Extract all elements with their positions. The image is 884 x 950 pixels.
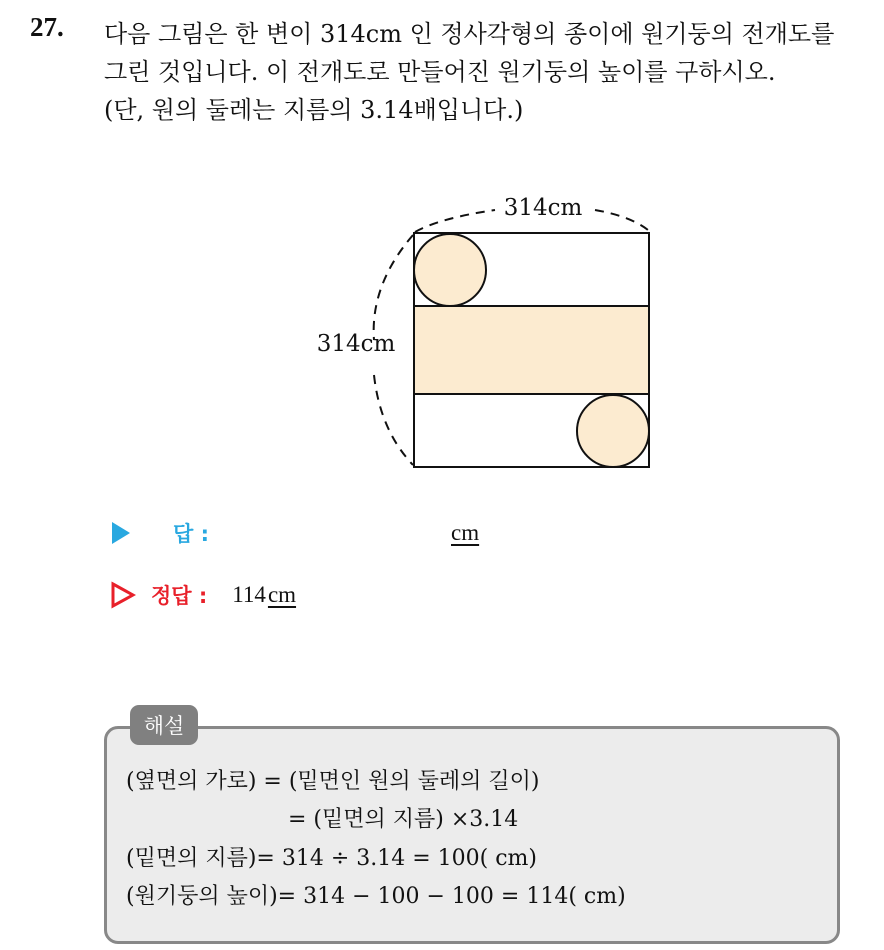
answer-unit[interactable]: cm bbox=[451, 520, 480, 545]
side-dimension-arc-top bbox=[374, 235, 413, 340]
solution-line-4: (원기둥의 높이)= 314 − 100 − 100 = 114( cm) bbox=[126, 884, 626, 909]
solution-line-3: (밑면의 지름)= 314 ÷ 3.14 = 100( cm) bbox=[126, 846, 537, 871]
top-dimension-arc-right bbox=[595, 210, 648, 230]
solution-line-1: (옆면의 가로) = (밑면인 원의 둘레의 길이) bbox=[126, 769, 540, 794]
answer-label: 답 : bbox=[173, 522, 209, 546]
answer-row bbox=[110, 518, 479, 548]
lateral-face-rectangle bbox=[414, 306, 649, 394]
solution-line-2: = (밑면의 지름) ×3.14 bbox=[288, 807, 519, 832]
top-length-label: 314cm bbox=[503, 195, 583, 221]
correct-answer-label: 정답 : bbox=[151, 584, 208, 608]
question-line-3: (단, 원의 둘레는 지름의 3.14배입니다.) bbox=[104, 96, 524, 124]
correct-answer-unit: cm bbox=[267, 582, 297, 607]
cylinder-net-figure bbox=[290, 180, 670, 480]
outline-play-icon bbox=[110, 581, 136, 609]
question-number: 27. bbox=[30, 12, 64, 42]
correct-answer-value: 114 bbox=[232, 582, 266, 607]
bottom-base-circle bbox=[577, 395, 649, 467]
question-line-2: 그린 것입니다. 이 전개도로 만들어진 원기둥의 높이를 구하시오. bbox=[104, 58, 776, 86]
side-length-label: 314cm bbox=[316, 331, 396, 357]
question-line-1: 다음 그림은 한 변이 314cm 인 정사각형의 종이에 원기둥의 전개도를 bbox=[104, 20, 835, 48]
top-dimension-arc-left bbox=[415, 210, 495, 232]
play-icon bbox=[110, 520, 132, 546]
side-dimension-arc-bottom bbox=[374, 375, 413, 465]
top-base-circle bbox=[414, 234, 486, 306]
solution-box bbox=[104, 726, 840, 944]
correct-answer-row bbox=[110, 580, 296, 610]
solution-tag: 해설 bbox=[130, 705, 198, 745]
